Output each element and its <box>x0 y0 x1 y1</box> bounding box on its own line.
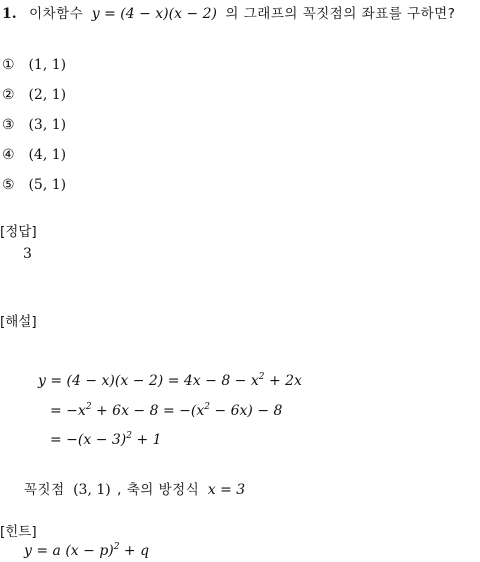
conclusion-text-b: , 축의 방정식 <box>117 482 200 498</box>
question <box>2 2 455 22</box>
question-equation: y = (4 − x)(x − 2) <box>91 6 217 22</box>
solution-line-3-b: + 1 <box>132 432 162 448</box>
solution-line-2-b: + 6x − 8 = −(x <box>91 403 205 419</box>
question-prefix: 이차함수 <box>29 6 84 22</box>
solution-conclusion <box>24 478 245 498</box>
choice-value: (1, 1) <box>28 57 67 73</box>
choice-value: (3, 1) <box>28 117 67 133</box>
solution-line-2-exp2: 2 <box>204 402 210 412</box>
solution-line-2-exp: 2 <box>85 402 92 412</box>
hint-formula <box>24 543 149 559</box>
solution-line-2-c: − 6x) − 8 <box>209 403 283 419</box>
solution-line-1-tail: + 2x <box>264 373 302 389</box>
choice-value: (2, 1) <box>28 87 67 103</box>
solution-label: [해설] <box>0 314 37 330</box>
choice-mark: ② <box>2 87 15 103</box>
hint-formula-b: + q <box>119 543 150 559</box>
solution-line-3-a: = −(x − 3) <box>50 432 127 448</box>
solution-line-1 <box>38 373 302 389</box>
choice-mark: ③ <box>2 117 15 133</box>
choice-value: (5, 1) <box>28 177 67 193</box>
question-suffix: 의 그래프의 꼭짓점의 좌표를 구하면? <box>225 6 456 22</box>
solution-line-2-a: = −x <box>50 403 86 419</box>
choice-mark: ⑤ <box>2 177 15 193</box>
choice-4[interactable] <box>2 147 66 163</box>
solution-line-1-exp: 2 <box>258 372 265 382</box>
answer-label: [정답] <box>0 224 37 240</box>
question-number: 1. <box>2 6 17 22</box>
choice-value: (4, 1) <box>28 147 67 163</box>
solution-line-2 <box>50 403 282 419</box>
choice-3[interactable] <box>2 117 66 133</box>
conclusion-text-a: 꼭짓점 <box>24 482 65 498</box>
solution-line-1-main: y = (4 − x)(x − 2) = 4x − 8 − x <box>38 373 259 389</box>
solution-line-3 <box>50 432 162 448</box>
choice-1[interactable] <box>2 57 66 73</box>
conclusion-point: (3, 1) <box>73 482 111 498</box>
hint-formula-exp: 2 <box>113 542 120 552</box>
choice-mark: ① <box>2 57 15 73</box>
answer-value: 3 <box>23 246 32 262</box>
hint-label: [힌트] <box>0 524 37 540</box>
solution-line-3-exp: 2 <box>126 431 133 441</box>
choice-mark: ④ <box>2 147 15 163</box>
conclusion-equation: x = 3 <box>207 482 246 498</box>
choice-2[interactable] <box>2 87 66 103</box>
hint-formula-a: y = a (x − p) <box>24 543 114 559</box>
choice-5[interactable] <box>2 177 66 193</box>
